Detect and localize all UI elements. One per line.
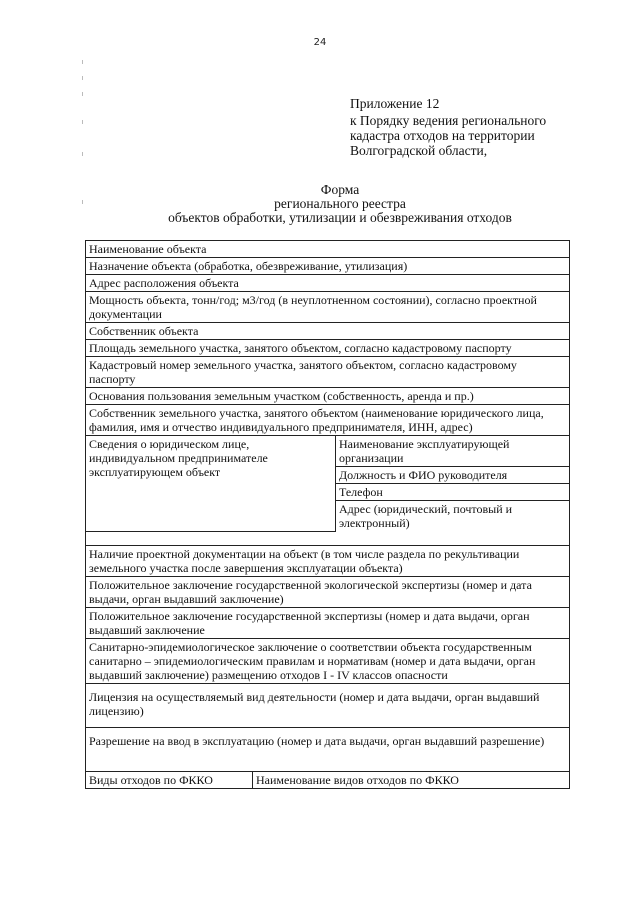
table-row	[86, 258, 570, 275]
row-label-sanitary-conclusion: Санитарно-эпидемиологическое заключение о соответствии объекта государственным санитарно – эпидемиологическим правилам и нормативам (номер и дата выдачи, орган выдавший заключение) размещению отходов I - IV классов опасности	[86, 639, 570, 684]
table-row	[86, 608, 570, 639]
row-label-object-owner: Собственник объекта	[86, 323, 570, 340]
table-row	[86, 728, 570, 772]
row-label-cadastral-number: Кадастровый номер земельного участка, занятого объектом, согласно кадастровому паспорту	[86, 357, 570, 388]
operator-item-director: Должность и ФИО руководителя	[335, 467, 569, 484]
row-label-land-use-basis: Основания пользования земельным участком (собственность, аренда и пр.)	[86, 388, 570, 405]
row-label-license: Лицензия на осуществляемый вид деятельности (номер и дата выдачи, орган выдавший лицензию)	[86, 684, 570, 728]
operator-block-row	[86, 436, 570, 546]
operator-item-org-name: Наименование эксплуатирующей организации	[335, 436, 569, 467]
table-row	[86, 388, 570, 405]
row-label-eco-expertise: Положительное заключение государственной экологической экспертизы (номер и дата выдачи, орган выдавший заключение)	[86, 577, 570, 608]
table-row	[86, 323, 570, 340]
table-row	[86, 340, 570, 357]
operator-nested-table	[86, 436, 569, 532]
table-row	[86, 405, 570, 436]
row-label-object-capacity: Мощность объекта, тонн/год; м3/год (в неуплотненном состоянии), согласно проектной документации	[86, 292, 570, 323]
operator-group-label: Сведения о юридическом лице, индивидуальном предпринимателе эксплуатирующем объект	[86, 436, 335, 531]
form-title-line-2: регионального реестра	[274, 196, 406, 211]
form-title-line-3: объектов обработки, утилизации и обезвреживания отходов	[168, 210, 512, 225]
appendix-ref-line-3: Волгоградской области,	[350, 143, 488, 158]
table-row	[86, 436, 569, 467]
appendix-number: Приложение 12	[350, 96, 440, 111]
footer-col-waste-names: Наименование видов отходов по ФККО	[256, 773, 459, 787]
table-row	[86, 577, 570, 608]
row-label-object-address: Адрес расположения объекта	[86, 275, 570, 292]
row-label-land-owner: Собственник земельного участка, занятого объектом (наименование юридического лица, фамилия, имя и отчество индивидуального предпринимателя, ИНН, адрес)	[86, 405, 570, 436]
appendix-ref-line-2: кадастра отходов на территории	[350, 128, 535, 143]
row-label-commissioning-permit: Разрешение на ввод в эксплуатацию (номер и дата выдачи, орган выдавший разрешение)	[86, 728, 570, 772]
table-row	[86, 292, 570, 323]
register-form-table	[85, 240, 570, 789]
row-label-project-docs: Наличие проектной документации на объект (в том числе раздела по рекультивации земельного участка после завершения эксплуатации объекта)	[86, 546, 570, 577]
operator-item-address: Адрес (юридический, почтовый и электронный)	[335, 501, 569, 532]
table-row	[86, 275, 570, 292]
table-row	[86, 684, 570, 728]
footer-row-cells	[86, 772, 570, 789]
form-title	[80, 183, 600, 225]
row-label-object-name: Наименование объекта	[86, 241, 570, 258]
table-row	[86, 639, 570, 684]
row-label-object-purpose: Назначение объекта (обработка, обезвреживание, утилизация)	[86, 258, 570, 275]
appendix-ref-line-1: к Порядку ведения регионального	[350, 113, 547, 128]
appendix-header	[350, 96, 600, 158]
form-title-line-1: Форма	[320, 182, 360, 197]
row-label-land-area: Площадь земельного участка, занятого объектом, согласно кадастровому паспорту	[86, 340, 570, 357]
footer-row	[86, 772, 570, 789]
page-number: 24	[313, 37, 327, 48]
table-row	[86, 546, 570, 577]
operator-block	[86, 436, 570, 546]
operator-item-phone: Телефон	[335, 484, 569, 501]
row-label-state-expertise: Положительное заключение государственной экспертизы (номер и дата выдачи, орган выдавший заключение	[86, 608, 570, 639]
table-row	[86, 357, 570, 388]
table-row	[86, 241, 570, 258]
footer-col-waste-codes: Виды отходов по ФККО	[86, 772, 253, 788]
